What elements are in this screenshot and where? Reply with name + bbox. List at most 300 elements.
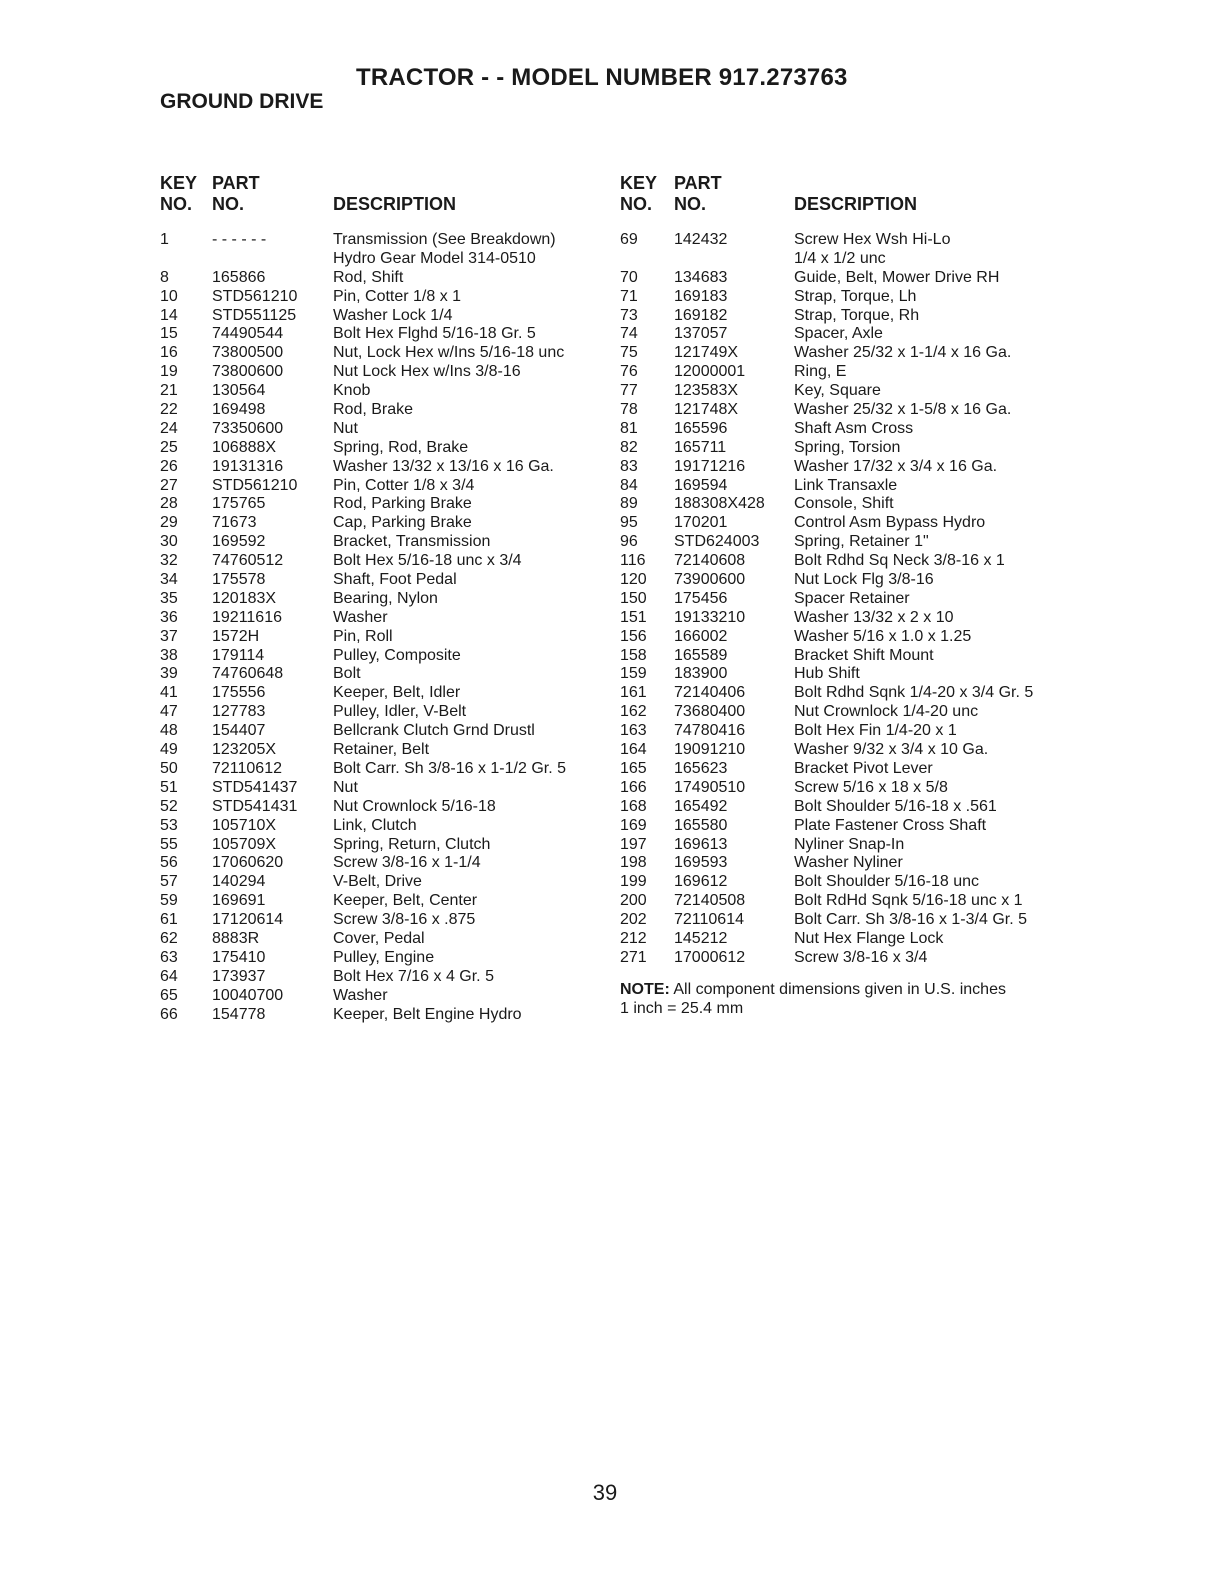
key-number: 70 bbox=[620, 268, 638, 286]
parts-rows bbox=[160, 231, 600, 1024]
table-row bbox=[620, 533, 1070, 552]
part-description: Bolt bbox=[333, 665, 361, 683]
table-row bbox=[620, 628, 1070, 647]
part-number: 19131316 bbox=[212, 457, 284, 475]
key-number: 35 bbox=[160, 589, 178, 607]
part-number: 73350600 bbox=[212, 419, 284, 437]
part-number: 1572H bbox=[212, 627, 260, 645]
note-label: NOTE: bbox=[620, 980, 670, 998]
part-description: Screw 5/16 x 18 x 5/8 bbox=[794, 778, 948, 796]
key-number: 32 bbox=[160, 552, 178, 570]
header-part-top: PART bbox=[674, 173, 722, 193]
table-row bbox=[620, 930, 1070, 949]
part-description: 1/4 x 1/2 unc bbox=[794, 249, 886, 267]
table-row bbox=[620, 760, 1070, 779]
key-number: 89 bbox=[620, 495, 638, 513]
part-number: 169594 bbox=[674, 476, 728, 494]
part-number: 105710X bbox=[212, 816, 277, 834]
key-number: 61 bbox=[160, 911, 178, 929]
table-row bbox=[160, 231, 600, 250]
table-row bbox=[620, 439, 1070, 458]
part-description: Bracket Shift Mount bbox=[794, 646, 934, 664]
table-row bbox=[620, 401, 1070, 420]
part-number: 175556 bbox=[212, 684, 266, 702]
table-row bbox=[620, 741, 1070, 760]
part-description: Bolt Carr. Sh 3/8-16 x 1-3/4 Gr. 5 bbox=[794, 911, 1027, 929]
part-description: Rod, Parking Brake bbox=[333, 495, 472, 513]
key-number: 53 bbox=[160, 816, 178, 834]
header-key-bottom: NO. bbox=[160, 194, 193, 214]
part-description: Nut Crownlock 1/4-20 unc bbox=[794, 703, 979, 721]
key-number: 19 bbox=[160, 363, 178, 381]
table-row bbox=[620, 647, 1070, 666]
part-number: 169498 bbox=[212, 401, 266, 419]
part-number: 188308X428 bbox=[674, 495, 765, 513]
part-number: 19133210 bbox=[674, 608, 746, 626]
part-number: 74760648 bbox=[212, 665, 284, 683]
table-row bbox=[620, 817, 1070, 836]
part-number: 134683 bbox=[674, 268, 728, 286]
key-number: 212 bbox=[620, 929, 647, 947]
key-number: 83 bbox=[620, 457, 638, 475]
part-description: Shaft, Foot Pedal bbox=[333, 571, 457, 589]
table-row bbox=[160, 987, 600, 1006]
section-title: GROUND DRIVE bbox=[160, 90, 324, 113]
note-conversion: 1 inch = 25.4 mm bbox=[620, 999, 744, 1017]
header-description: DESCRIPTION bbox=[794, 194, 918, 214]
part-number: 73900600 bbox=[674, 571, 746, 589]
table-row bbox=[620, 854, 1070, 873]
part-description: Washer 25/32 x 1-1/4 x 16 Ga. bbox=[794, 344, 1012, 362]
part-number: STD541437 bbox=[212, 778, 298, 796]
table-row bbox=[620, 609, 1070, 628]
table-row bbox=[160, 269, 600, 288]
table-row bbox=[160, 458, 600, 477]
table-row bbox=[620, 420, 1070, 439]
table-row bbox=[620, 363, 1070, 382]
key-number: 16 bbox=[160, 344, 178, 362]
key-number: 24 bbox=[160, 419, 178, 437]
part-description: Rod, Shift bbox=[333, 268, 404, 286]
table-row bbox=[620, 836, 1070, 855]
part-number: 169182 bbox=[674, 306, 728, 324]
key-number: 49 bbox=[160, 741, 178, 759]
table-row bbox=[620, 552, 1070, 571]
table-row bbox=[160, 647, 600, 666]
key-number: 69 bbox=[620, 231, 638, 248]
part-number: 140294 bbox=[212, 873, 266, 891]
parts-list-left bbox=[160, 173, 600, 1024]
part-description: Key, Square bbox=[794, 382, 881, 400]
part-number: 72110614 bbox=[674, 911, 744, 929]
part-number: 17490510 bbox=[674, 778, 746, 796]
key-number: 84 bbox=[620, 476, 638, 494]
part-description: Rod, Brake bbox=[333, 401, 414, 419]
part-description: Spring, Torsion bbox=[794, 438, 901, 456]
table-row bbox=[160, 401, 600, 420]
table-row bbox=[620, 382, 1070, 401]
part-description: Nut bbox=[333, 419, 358, 437]
part-number: 123205X bbox=[212, 741, 277, 759]
part-description: Bolt Hex 5/16-18 unc x 3/4 bbox=[333, 552, 522, 570]
key-number: 52 bbox=[160, 797, 178, 815]
part-number: 154778 bbox=[212, 1005, 266, 1023]
table-row bbox=[620, 307, 1070, 326]
part-number: 130564 bbox=[212, 382, 266, 400]
part-description: Pin, Cotter 1/8 x 1 bbox=[333, 287, 462, 305]
key-number: 74 bbox=[620, 325, 638, 343]
part-description: Washer 5/16 x 1.0 x 1.25 bbox=[794, 627, 972, 645]
column-headers bbox=[160, 173, 600, 231]
part-description: Plate Fastener Cross Shaft bbox=[794, 816, 987, 834]
key-number: 26 bbox=[160, 457, 178, 475]
key-number: 38 bbox=[160, 646, 178, 664]
table-row bbox=[160, 968, 600, 987]
part-description: Hub Shift bbox=[794, 665, 860, 683]
key-number: 199 bbox=[620, 873, 647, 891]
key-number: 62 bbox=[160, 929, 178, 947]
table-row bbox=[160, 854, 600, 873]
part-number: 8883R bbox=[212, 929, 260, 947]
part-description: Bracket, Transmission bbox=[333, 533, 491, 551]
key-number: 27 bbox=[160, 476, 178, 494]
key-number: 10 bbox=[160, 287, 178, 305]
part-number: 74760512 bbox=[212, 552, 284, 570]
table-row bbox=[160, 344, 600, 363]
key-number: 37 bbox=[160, 627, 178, 645]
part-description: Keeper, Belt Engine Hydro bbox=[333, 1005, 522, 1023]
part-description: Washer Nyliner bbox=[794, 854, 903, 872]
part-number: 169183 bbox=[674, 287, 728, 305]
table-row bbox=[160, 609, 600, 628]
part-number: 179114 bbox=[212, 646, 265, 664]
key-number: 63 bbox=[160, 948, 178, 966]
key-number: 77 bbox=[620, 382, 638, 400]
table-row bbox=[160, 684, 600, 703]
part-description: Washer 9/32 x 3/4 x 10 Ga. bbox=[794, 741, 989, 759]
part-description: Keeper, Belt, Center bbox=[333, 892, 478, 910]
key-number: 47 bbox=[160, 703, 178, 721]
key-number: 159 bbox=[620, 665, 647, 683]
part-number: 173937 bbox=[212, 967, 266, 985]
part-description: Keeper, Belt, Idler bbox=[333, 684, 461, 702]
part-number: 72140406 bbox=[674, 684, 746, 702]
part-number: 165589 bbox=[674, 646, 728, 664]
part-description: Strap, Torque, Rh bbox=[794, 306, 920, 324]
table-row bbox=[620, 892, 1070, 911]
part-number: 165711 bbox=[674, 438, 727, 456]
part-number: 72140508 bbox=[674, 892, 746, 910]
part-number: 165596 bbox=[674, 419, 728, 437]
part-number: 175456 bbox=[674, 589, 728, 607]
part-number: STD624003 bbox=[674, 533, 760, 551]
part-description: Nut Lock Hex w/Ins 3/8-16 bbox=[333, 363, 521, 381]
key-number: 64 bbox=[160, 967, 178, 985]
part-number: 71673 bbox=[212, 514, 257, 532]
part-number: 169691 bbox=[212, 892, 266, 910]
table-row bbox=[160, 949, 600, 968]
part-description: Pulley, Engine bbox=[333, 948, 435, 966]
key-number: 162 bbox=[620, 703, 647, 721]
part-number: STD541431 bbox=[212, 797, 298, 815]
table-row bbox=[160, 722, 600, 741]
table-row bbox=[160, 911, 600, 930]
part-number: 169613 bbox=[674, 835, 728, 853]
table-row bbox=[160, 779, 600, 798]
key-number: 96 bbox=[620, 533, 638, 551]
key-number: 78 bbox=[620, 401, 638, 419]
table-row bbox=[160, 325, 600, 344]
part-description: Spacer Retainer bbox=[794, 589, 910, 607]
key-number: 30 bbox=[160, 533, 178, 551]
part-number: 74780416 bbox=[674, 722, 746, 740]
table-row bbox=[620, 514, 1070, 533]
part-description: Spring, Retainer 1" bbox=[794, 533, 929, 551]
note bbox=[620, 980, 1070, 1018]
part-number: 183900 bbox=[674, 665, 728, 683]
key-number: 163 bbox=[620, 722, 647, 740]
table-row bbox=[620, 703, 1070, 722]
part-description: Bolt Hex Flghd 5/16-18 Gr. 5 bbox=[333, 325, 536, 343]
part-number: 121749X bbox=[674, 344, 739, 362]
part-description: Pin, Roll bbox=[333, 627, 393, 645]
table-row bbox=[620, 684, 1070, 703]
table-row bbox=[160, 495, 600, 514]
part-number: 19211616 bbox=[212, 608, 282, 626]
part-number: 74490544 bbox=[212, 325, 284, 343]
header-part-top: PART bbox=[212, 173, 260, 193]
part-description: Washer 13/32 x 13/16 x 16 Ga. bbox=[333, 457, 554, 475]
key-number: 39 bbox=[160, 665, 178, 683]
key-number: 59 bbox=[160, 892, 178, 910]
part-description: Nut Hex Flange Lock bbox=[794, 929, 944, 947]
part-description: Nut Crownlock 5/16-18 bbox=[333, 797, 496, 815]
key-number: 25 bbox=[160, 438, 178, 456]
key-number: 50 bbox=[160, 759, 178, 777]
key-number: 164 bbox=[620, 741, 647, 759]
part-number: 17060620 bbox=[212, 854, 284, 872]
key-number: 82 bbox=[620, 438, 638, 456]
part-description: Strap, Torque, Lh bbox=[794, 287, 917, 305]
table-row bbox=[160, 363, 600, 382]
part-description: Nut Lock Flg 3/8-16 bbox=[794, 571, 934, 589]
key-number: 198 bbox=[620, 854, 647, 872]
key-number: 151 bbox=[620, 608, 647, 626]
table-row bbox=[160, 741, 600, 760]
part-description: Guide, Belt, Mower Drive RH bbox=[794, 268, 1000, 286]
table-row bbox=[620, 571, 1070, 590]
part-number: 165623 bbox=[674, 759, 728, 777]
table-row bbox=[160, 1006, 600, 1025]
part-description: Nut bbox=[333, 778, 358, 796]
table-row bbox=[160, 665, 600, 684]
part-description: Link Transaxle bbox=[794, 476, 898, 494]
table-row bbox=[620, 722, 1070, 741]
part-description: Shaft Asm Cross bbox=[794, 419, 914, 437]
key-number: 161 bbox=[620, 684, 647, 702]
table-row bbox=[160, 836, 600, 855]
parts-list-right bbox=[620, 173, 1070, 1018]
table-row bbox=[620, 269, 1070, 288]
key-number: 1 bbox=[160, 231, 169, 248]
page-title: TRACTOR - - MODEL NUMBER 917.273763 bbox=[356, 64, 848, 91]
table-row bbox=[620, 495, 1070, 514]
table-row bbox=[160, 439, 600, 458]
key-number: 71 bbox=[620, 287, 638, 305]
table-row bbox=[620, 325, 1070, 344]
part-description: Nut, Lock Hex w/Ins 5/16-18 unc bbox=[333, 344, 565, 362]
table-row bbox=[160, 892, 600, 911]
key-number: 34 bbox=[160, 571, 178, 589]
part-description: Cover, Pedal bbox=[333, 929, 425, 947]
table-row bbox=[620, 250, 1070, 269]
key-number: 56 bbox=[160, 854, 178, 872]
key-number: 65 bbox=[160, 986, 178, 1004]
table-row bbox=[620, 798, 1070, 817]
part-number: 17000612 bbox=[674, 948, 746, 966]
header-key-top: KEY bbox=[620, 173, 658, 193]
table-row bbox=[160, 930, 600, 949]
table-row bbox=[160, 250, 600, 269]
part-number: 145212 bbox=[674, 929, 728, 947]
part-number: 165492 bbox=[674, 797, 728, 815]
key-number: 8 bbox=[160, 268, 169, 286]
key-number: 28 bbox=[160, 495, 178, 513]
header-key-top: KEY bbox=[160, 173, 198, 193]
table-row bbox=[160, 552, 600, 571]
part-description: Pulley, Composite bbox=[333, 646, 461, 664]
table-row bbox=[160, 798, 600, 817]
key-number: 66 bbox=[160, 1005, 178, 1023]
part-number: 165580 bbox=[674, 816, 728, 834]
part-number: STD551125 bbox=[212, 306, 297, 324]
part-description: Pin, Cotter 1/8 x 3/4 bbox=[333, 476, 475, 494]
table-row bbox=[160, 382, 600, 401]
table-row bbox=[620, 477, 1070, 496]
key-number: 150 bbox=[620, 589, 647, 607]
page-number: 39 bbox=[592, 1480, 618, 1505]
part-description: Bolt Carr. Sh 3/8-16 x 1-1/2 Gr. 5 bbox=[333, 759, 566, 777]
table-row bbox=[620, 231, 1070, 250]
part-description: Bolt Rdhd Sqnk 1/4-20 x 3/4 Gr. 5 bbox=[794, 684, 1034, 702]
part-number: 170201 bbox=[674, 514, 728, 532]
part-description: Control Asm Bypass Hydro bbox=[794, 514, 986, 532]
part-description: Bracket Pivot Lever bbox=[794, 759, 933, 777]
part-description: Spring, Return, Clutch bbox=[333, 835, 491, 853]
table-row bbox=[160, 514, 600, 533]
part-description: Bolt Hex Fin 1/4-20 x 1 bbox=[794, 722, 957, 740]
part-number: 165866 bbox=[212, 268, 266, 286]
table-row bbox=[160, 420, 600, 439]
part-number: 127783 bbox=[212, 703, 266, 721]
table-row bbox=[160, 703, 600, 722]
key-number: 51 bbox=[160, 778, 178, 796]
part-number: 175578 bbox=[212, 571, 266, 589]
part-number: 17120614 bbox=[212, 911, 284, 929]
part-description: Screw 3/8-16 x 3/4 bbox=[794, 948, 928, 966]
table-row bbox=[160, 590, 600, 609]
part-number: 73800600 bbox=[212, 363, 284, 381]
table-row bbox=[160, 533, 600, 552]
part-number: 120183X bbox=[212, 589, 277, 607]
part-description: Bolt Hex 7/16 x 4 Gr. 5 bbox=[333, 967, 494, 985]
table-row bbox=[620, 873, 1070, 892]
key-number: 158 bbox=[620, 646, 647, 664]
part-description: Retainer, Belt bbox=[333, 741, 430, 759]
table-row bbox=[160, 760, 600, 779]
part-description: Spacer, Axle bbox=[794, 325, 883, 343]
key-number: 41 bbox=[160, 684, 178, 702]
key-number: 75 bbox=[620, 344, 638, 362]
key-number: 15 bbox=[160, 325, 178, 343]
part-description: Washer 25/32 x 1-5/8 x 16 Ga. bbox=[794, 401, 1012, 419]
part-description: Bellcrank Clutch Grnd Drustl bbox=[333, 722, 535, 740]
column-headers bbox=[620, 173, 1070, 231]
table-row bbox=[160, 288, 600, 307]
part-description: Bolt RdHd Sqnk 5/16-18 unc x 1 bbox=[794, 892, 1023, 910]
key-number: 36 bbox=[160, 608, 178, 626]
part-description: Screw 3/8-16 x 1-1/4 bbox=[333, 854, 481, 872]
part-number: 73680400 bbox=[674, 703, 746, 721]
key-number: 168 bbox=[620, 797, 647, 815]
key-number: 156 bbox=[620, 627, 647, 645]
part-number: 121748X bbox=[674, 401, 739, 419]
part-number: 19171216 bbox=[674, 457, 746, 475]
key-number: 200 bbox=[620, 892, 647, 910]
part-number: STD561210 bbox=[212, 287, 298, 305]
part-description: Nyliner Snap-In bbox=[794, 835, 905, 853]
part-description: Screw 3/8-16 x .875 bbox=[333, 911, 476, 929]
key-number: 271 bbox=[620, 948, 647, 966]
part-description: Screw Hex Wsh Hi-Lo bbox=[794, 231, 951, 248]
table-row bbox=[160, 477, 600, 496]
part-number: - - - - - - bbox=[212, 231, 267, 248]
key-number: 55 bbox=[160, 835, 178, 853]
part-number: 169592 bbox=[212, 533, 266, 551]
part-number: STD561210 bbox=[212, 476, 298, 494]
part-number: 10040700 bbox=[212, 986, 284, 1004]
key-number: 21 bbox=[160, 382, 178, 400]
table-row bbox=[620, 665, 1070, 684]
part-number: 19091210 bbox=[674, 741, 746, 759]
part-description: Bolt Rdhd Sq Neck 3/8-16 x 1 bbox=[794, 552, 1005, 570]
part-number: 166002 bbox=[674, 627, 728, 645]
part-number: 175765 bbox=[212, 495, 266, 513]
key-number: 57 bbox=[160, 873, 178, 891]
part-description: V-Belt, Drive bbox=[333, 873, 422, 891]
table-row bbox=[620, 344, 1070, 363]
table-row bbox=[620, 590, 1070, 609]
key-number: 116 bbox=[620, 552, 646, 570]
key-number: 81 bbox=[620, 419, 638, 437]
part-description: Pulley, Idler, V-Belt bbox=[333, 703, 467, 721]
table-row bbox=[160, 873, 600, 892]
part-description: Bolt Shoulder 5/16-18 unc bbox=[794, 873, 980, 891]
key-number: 14 bbox=[160, 306, 178, 324]
table-row bbox=[620, 288, 1070, 307]
part-description: Bolt Shoulder 5/16-18 x .561 bbox=[794, 797, 997, 815]
key-number: 95 bbox=[620, 514, 638, 532]
part-description: Washer bbox=[333, 608, 388, 626]
key-number: 73 bbox=[620, 306, 638, 324]
part-description: Washer Lock 1/4 bbox=[333, 306, 453, 324]
key-number: 165 bbox=[620, 759, 647, 777]
part-description: Console, Shift bbox=[794, 495, 894, 513]
header-part-bottom: NO. bbox=[674, 194, 707, 214]
part-description: Bearing, Nylon bbox=[333, 589, 438, 607]
header-key-bottom: NO. bbox=[620, 194, 653, 214]
key-number: 202 bbox=[620, 911, 647, 929]
